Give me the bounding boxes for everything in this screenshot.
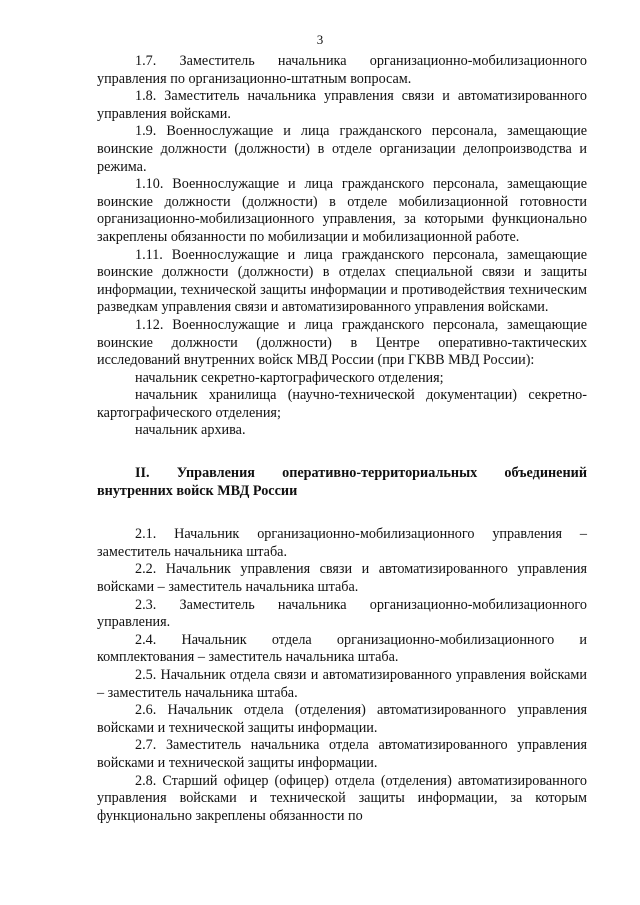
paragraph-2-3: 2.3. Заместитель начальника организационно-мобилизационного управления. (97, 596, 587, 631)
paragraph-2-6: 2.6. Начальник отдела (отделения) автоматизированного управления войсками и технической защиты информации. (97, 702, 587, 736)
paragraph-1-8: 1.8. Заместитель начальника управления связи и автоматизированного управления войсками. (97, 88, 587, 122)
paragraph-2-5: 2.5. Начальник отдела связи и автоматизированного управления войсками – заместитель начальника штаба. (97, 667, 587, 701)
section-2 (97, 526, 587, 825)
paragraph-1-12: 1.12. Военнослужащие и лица гражданского персонала, замещающие воинские должности (должности) в Центре оперативно-тактических исследований внутренних войск МВД России (при ГКВВ МВД России): (97, 316, 587, 369)
document-body (97, 53, 587, 825)
paragraph-1-9: 1.9. Военнослужащие и лица гражданского персонала, замещающие воинские должности (должности) в отделе организации делопроизводства и режима. (97, 123, 587, 175)
list-item: начальник архива. (135, 422, 246, 439)
paragraph-2-1: 2.1. Начальник организационно-мобилизационного управления – заместитель начальника штаба. (97, 526, 587, 560)
paragraph-2-2: 2.2. Начальник управления связи и автоматизированного управления войсками – заместитель начальника штаба. (97, 561, 587, 596)
list-item: начальник секретно-картографического отделения; (135, 369, 444, 386)
paragraph-2-7: 2.7. Заместитель начальника отдела автоматизированного управления войсками и технической защиты информации. (97, 737, 587, 771)
section-2-heading: II. Управления оперативно-территориальных объединений внутренних войск МВД России (97, 465, 587, 499)
paragraph-1-11: 1.11. Военнослужащие и лица гражданского персонала, замещающие воинские должности (должности) в отделах специальной связи и защиты информации, технической защиты информации и противодействия техническим разведкам управления связи и автоматизированного управления войсками. (97, 246, 587, 316)
section-1 (97, 53, 587, 440)
paragraph-1-10: 1.10. Военнослужащие и лица гражданского персонала, замещающие воинские должности (должности) в отделе мобилизационной готовности организационно-мобилизационного управления, за которыми функционально закреплены обязанности по мобилизации и мобилизационной работе. (97, 176, 587, 245)
page-number: 3 (316, 32, 324, 47)
paragraph-2-8: 2.8. Старший офицер (офицер) отдела (отделения) автоматизированного управления войсками и технической защиты информации, за которым функционально закреплены обязанности по (97, 772, 587, 824)
paragraph-1-7: 1.7. Заместитель начальника организационно-мобилизационного управления по организационно-штатным вопросам. (97, 53, 587, 87)
list-item: начальник хранилища (научно-технической документации) секретно-картографического отделения; (97, 387, 587, 421)
paragraph-2-4: 2.4. Начальник отдела организационно-мобилизационного и комплектования – заместитель начальника штаба. (97, 631, 587, 666)
